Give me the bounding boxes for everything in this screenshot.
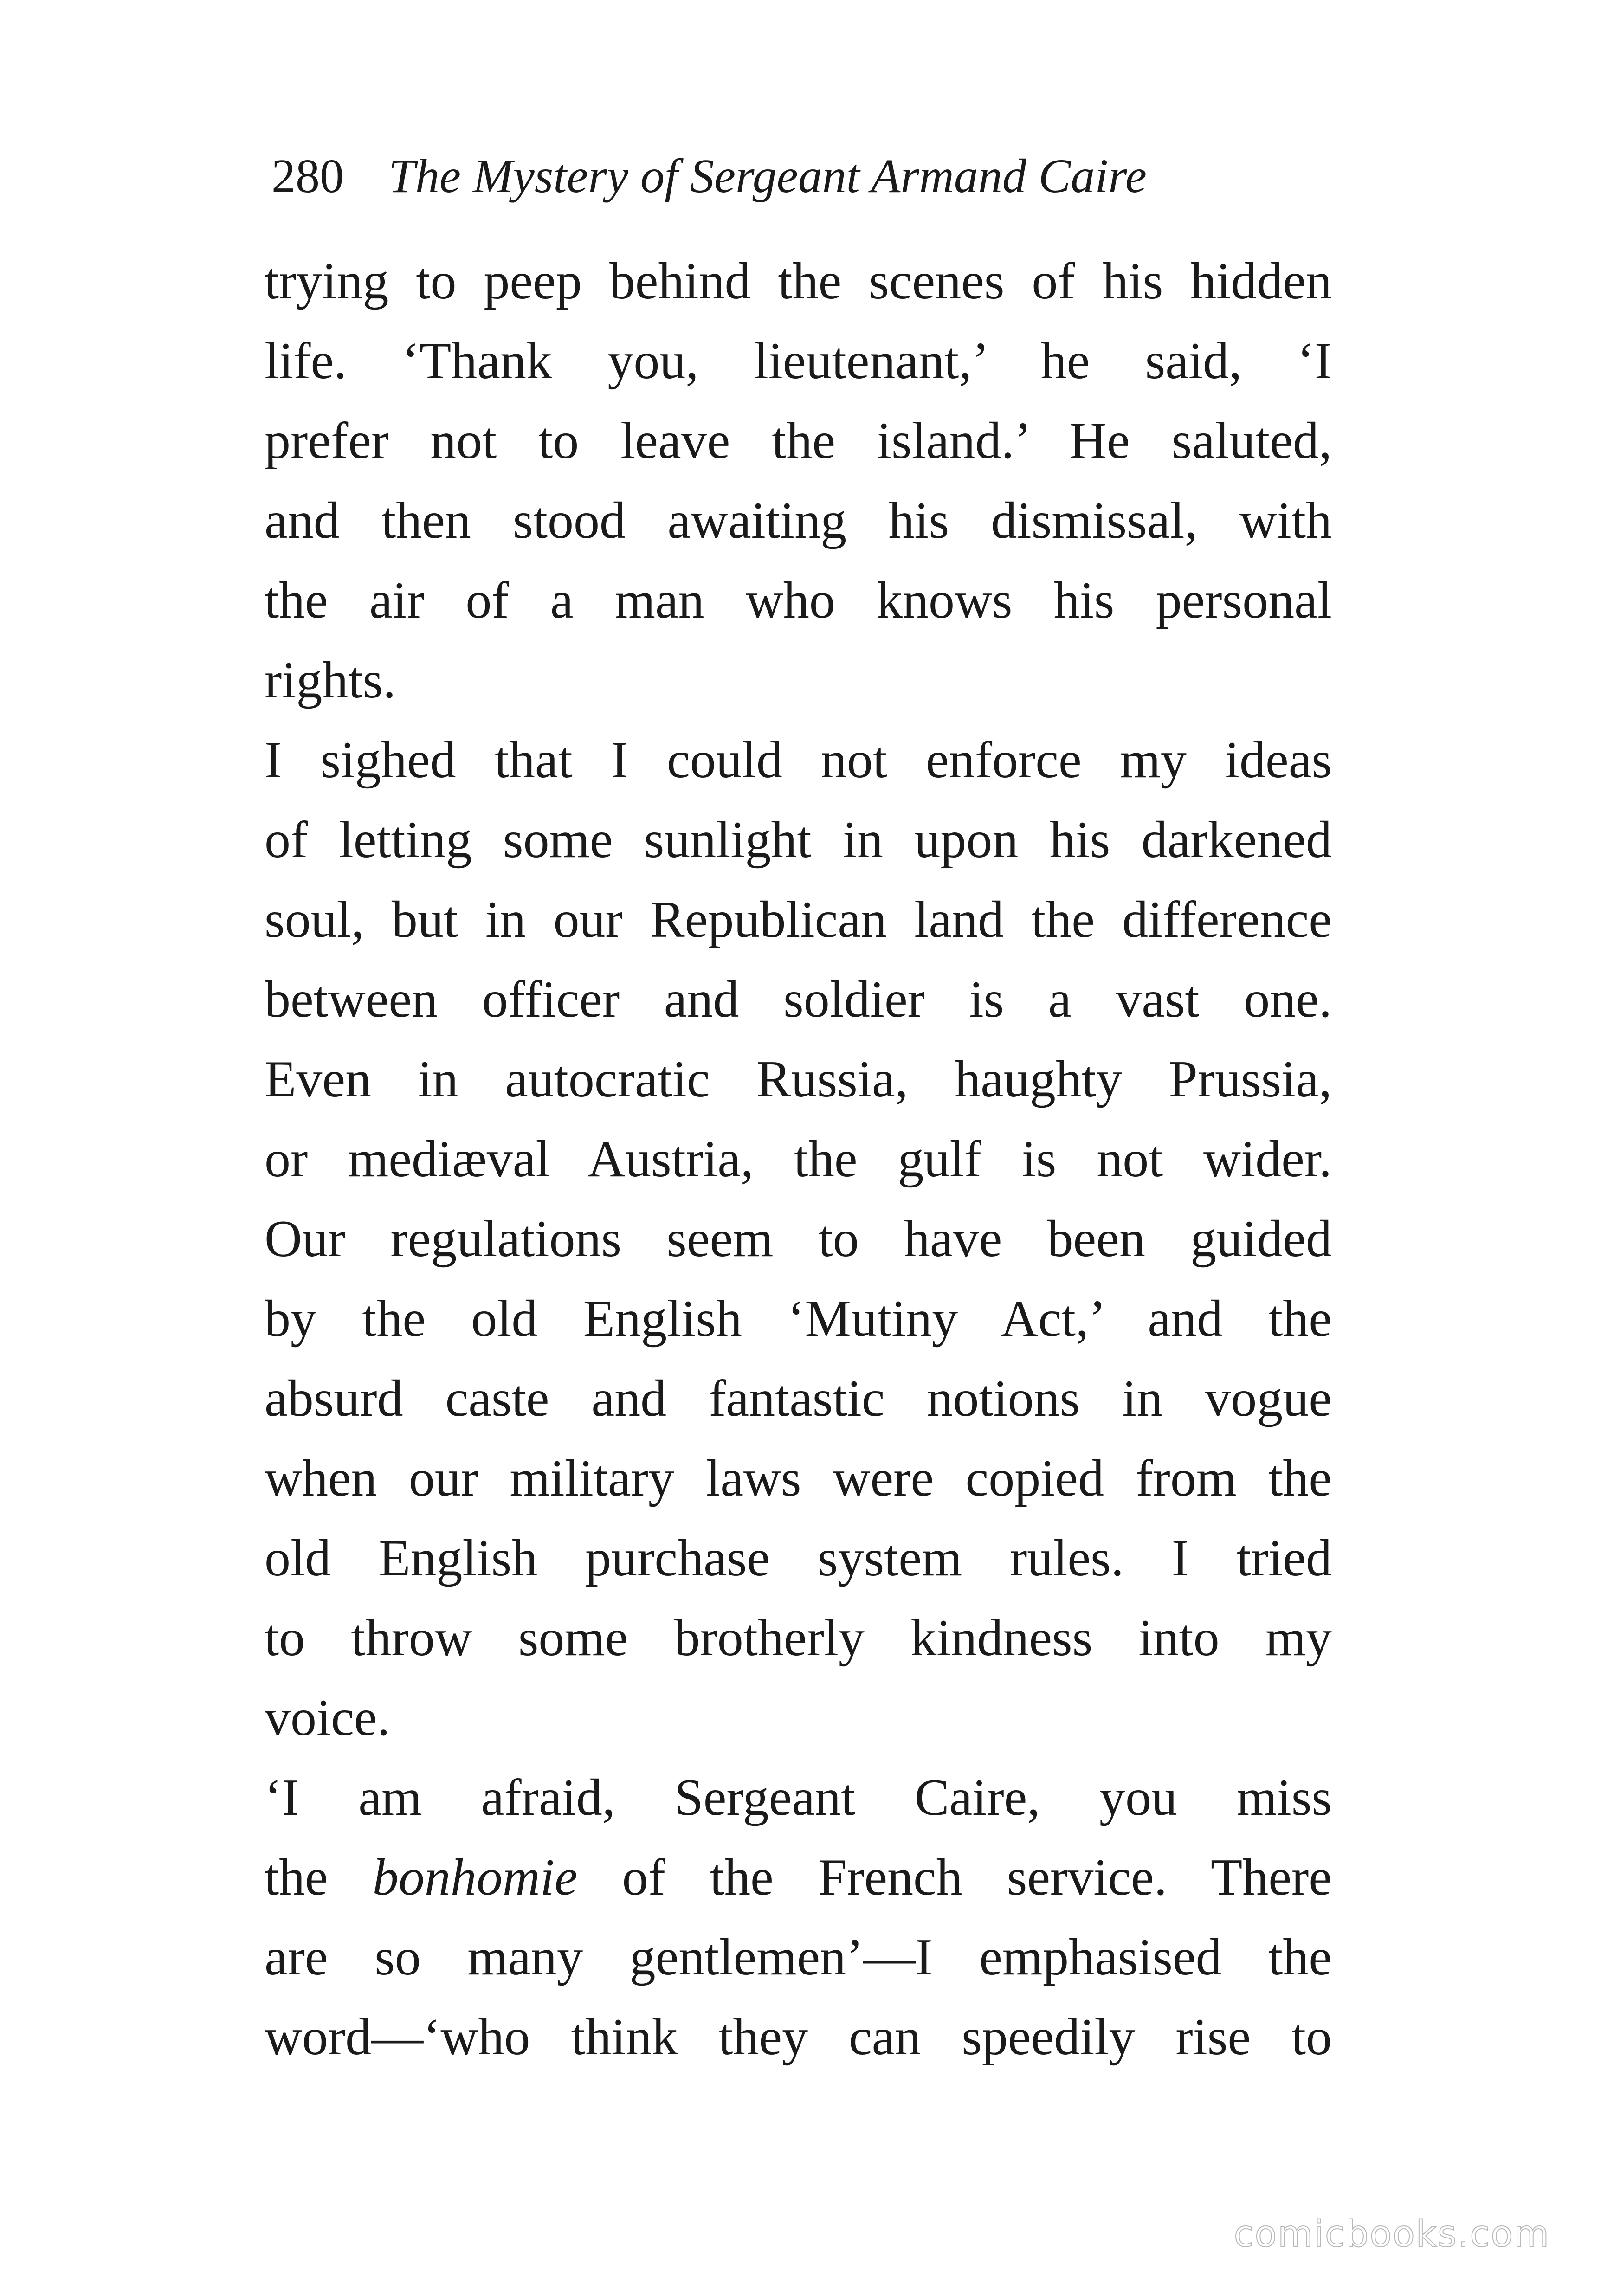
- text-line: I sighed that I could not enforce my ideas: [265, 731, 1332, 789]
- text-line: the air of a man who knows his personal: [265, 572, 1332, 629]
- text-line: when our military laws were copied from the: [265, 1450, 1332, 1507]
- text-line: soul, but in our Republican land the difference: [265, 891, 1332, 948]
- text-line: Our regulations seem to have been guided: [265, 1210, 1332, 1268]
- italic-phrase: bonhomie: [372, 1849, 578, 1906]
- watermark-logo: comicbooks.com: [1233, 2213, 1550, 2255]
- text-line: or mediæval Austria, the gulf is not wider.: [265, 1130, 1332, 1188]
- text-line: are so many gentlemen’—I emphasised the: [265, 1928, 1332, 1986]
- text-line: by the old English ‘Mutiny Act,’ and the: [265, 1290, 1332, 1348]
- text-line: to throw some brotherly kindness into my: [265, 1609, 1332, 1667]
- text-line: between officer and soldier is a vast one.: [265, 971, 1332, 1028]
- text-line: ‘I am afraid, Sergeant Caire, you miss: [265, 1769, 1332, 1826]
- text-line: and then stood awaiting his dismissal, with: [265, 492, 1332, 549]
- text-line: life. ‘Thank you, lieutenant,’ he said, ‘I: [265, 332, 1332, 390]
- text-line: of letting some sunlight in upon his darkened: [265, 811, 1332, 869]
- text-line: Even in autocratic Russia, haughty Prussia,: [265, 1051, 1332, 1108]
- page-number: 280: [271, 149, 344, 203]
- running-title: The Mystery of Sergeant Armand Caire: [388, 149, 1147, 203]
- text-line: absurd caste and fantastic notions in vogue: [265, 1370, 1332, 1427]
- text-line: trying to peep behind the scenes of his hidden: [265, 252, 1332, 310]
- text-line: word—‘who think they can speedily rise to: [265, 2008, 1332, 2066]
- text-line: prefer not to leave the island.’ He saluted,: [265, 412, 1332, 470]
- text-line: rights.: [265, 651, 396, 709]
- text-line: the bonhomie of the French service. There: [265, 1849, 1332, 1906]
- text-line: old English purchase system rules. I tried: [265, 1529, 1332, 1587]
- body-text: [265, 241, 1332, 2077]
- text-line: voice.: [265, 1689, 390, 1747]
- running-head: [271, 139, 1339, 213]
